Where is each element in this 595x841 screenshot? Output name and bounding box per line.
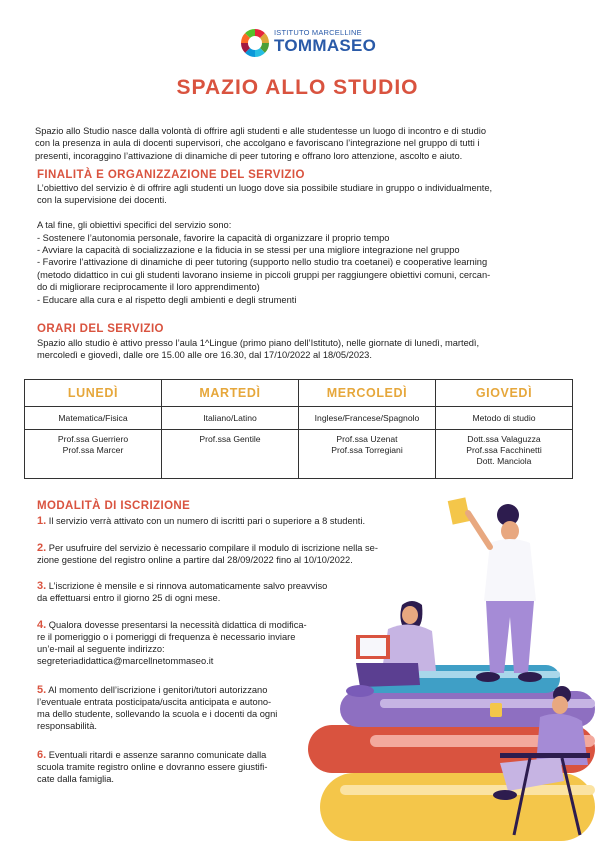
item-number: 3.: [37, 580, 47, 592]
finalita-line: - Favorire l’attivazione di dinamiche di peer tutoring (supporto nello studio tra coetanei) e cooperative learning: [37, 257, 488, 268]
intro-line: presenti, incoraggino l’attivazione di dinamiche di peer tutoring e offrano loro attenzione, ascolto e aiuto.: [35, 150, 463, 161]
iscrizione-item: [37, 542, 427, 566]
subject-cell: Matematica/Fisica: [25, 407, 162, 430]
teacher-cell: [25, 430, 162, 479]
item-number: 6.: [37, 749, 47, 761]
schedule-table: [24, 379, 573, 479]
item-number: 4.: [37, 619, 47, 631]
item-line: responsabilità.: [37, 721, 97, 731]
iscrizione-heading: MODALITÀ DI ISCRIZIONE: [37, 500, 191, 512]
finalita-line: L’obiettivo del servizio è di offrire agli studenti un luogo dove sia possibile studiare in gruppo o individualmente,: [37, 183, 493, 193]
item-line: ma dello studente, sollevando la scuola e i docenti da ogni: [37, 709, 278, 719]
item-number: 2.: [37, 542, 47, 554]
iscrizione-item: [37, 749, 337, 785]
item-line: cate dalla famiglia.: [37, 774, 114, 784]
finalita-line: - Avviare la capacità di socializzazione e la fiducia in se stessi per una migliore integrazione nel gruppo: [37, 245, 460, 256]
item-line: Per usufruire del servizio è necessario compilare il modulo di iscrizione nella se-: [48, 543, 378, 553]
email-address[interactable]: segreteriadidattica@marcellnetommaseo.it: [37, 656, 214, 666]
teacher-name: Prof.ssa Torregiani: [331, 445, 403, 455]
teacher-name: Prof.ssa Gentile: [199, 434, 261, 444]
finalita-line: do di migliorare reciprocamente il loro apprendimento): [37, 282, 260, 293]
iscrizione-item: [37, 619, 357, 667]
day-header: LUNEDÌ: [25, 380, 162, 407]
iscrizione-item: [37, 515, 392, 527]
orari-heading: ORARI DEL SERVIZIO: [37, 323, 164, 335]
day-header: MERCOLEDÌ: [299, 380, 436, 407]
logo-line1: ISTITUTO MARCELLINE: [274, 28, 362, 37]
school-logo: [240, 26, 377, 60]
teacher-name: Dott. Manciola: [476, 456, 532, 466]
intro-line: Spazio allo Studio nasce dalla volontà di offrire agli studenti e alle studentesse un luogo di incontro e di studio: [35, 126, 487, 136]
finalita-line: - Sostenere l’autonomia personale, favorire la capacità di organizzare il proprio tempo: [37, 232, 390, 243]
teacher-cell: [436, 430, 573, 479]
day-header: MARTEDÌ: [162, 380, 299, 407]
item-line: Al momento dell’iscrizione i genitori/tutori autorizzano: [48, 685, 268, 695]
orari-text: [37, 337, 572, 362]
day-header-row: [25, 380, 573, 407]
intro-line: con la presenza in aula di docenti supervisori, che accolgano e favoriscano l’integrazione nel gruppo di tutti i: [35, 138, 480, 149]
subject-row: [25, 407, 573, 430]
colored-wheel-logo-icon: [240, 28, 270, 58]
item-line: scuola tramite registro online e dovranno essere giustifi-: [37, 762, 268, 772]
finalita-text: [37, 182, 572, 306]
teacher-name: Prof.ssa Marcer: [62, 445, 124, 455]
subject-cell: Metodo di studio: [436, 407, 573, 430]
item-line: Il servizio verrà attivato con un numero di iscritti pari o superiore a 8 studenti.: [48, 516, 366, 526]
subject-cell: Italiano/Latino: [162, 407, 299, 430]
teacher-name: Prof.ssa Facchinetti: [466, 445, 542, 455]
iscrizione-item: [37, 684, 337, 732]
teacher-name: Dott.ssa Valaguzza: [467, 434, 541, 444]
item-line: Qualora dovesse presentarsi la necessità didattica di modifica-: [48, 620, 307, 630]
logo-line2: TOMMASEO: [274, 36, 377, 55]
finalita-heading: FINALITÀ E ORGANIZZAZIONE DEL SERVIZIO: [37, 169, 305, 181]
item-line: l’eventuale entrata posticipata/uscita anticipata e autono-: [37, 697, 272, 707]
teacher-cell: [162, 430, 299, 479]
item-number: 1.: [37, 515, 47, 527]
finalita-line: A tal fine, gli obiettivi specifici del servizio sono:: [37, 220, 232, 231]
finalita-line: (metodo didattico in cui gli studenti lavorano insieme in piccoli gruppi per raggiungere obiettivi comuni, cercan-: [37, 269, 491, 280]
iscrizione-item: [37, 580, 392, 604]
page-title: SPAZIO ALLO STUDIO: [176, 76, 419, 99]
teacher-cell: [299, 430, 436, 479]
teacher-row: [25, 430, 573, 479]
item-line: L’iscrizione è mensile e si rinnova automaticamente salvo preavviso: [48, 581, 328, 591]
item-number: 5.: [37, 684, 47, 696]
item-line: Eventuali ritardi e assenze saranno comunicate dalla: [48, 750, 267, 760]
finalita-line: [37, 207, 572, 219]
orari-line: Spazio allo studio è attivo presso l’aula 1^Lingue (primo piano dell’Istituto), nelle giornate di lunedì, martedì,: [37, 338, 480, 348]
orari-line: mercoledì e giovedì, dalle ore 15.00 alle ore 16.30, dal 17/10/2022 al 18/05/2023.: [37, 350, 372, 361]
item-line: re il pomeriggio o i pomeriggi di frequenza è necessario inviare: [37, 632, 296, 642]
intro-paragraph: [35, 125, 565, 162]
item-line: da effettuarsi entro il giorno 25 di ogni mese.: [37, 593, 221, 603]
finalita-line: con la supervisione dei docenti.: [37, 195, 167, 206]
teacher-name: Prof.ssa Uzenat: [336, 434, 398, 444]
subject-cell: Inglese/Francese/Spagnolo: [299, 407, 436, 430]
teacher-name: Prof.ssa Guerriero: [57, 434, 129, 444]
finalita-line: - Educare alla cura e al rispetto degli ambienti e degli strumenti: [37, 294, 297, 305]
item-line: un’e-mail al seguente indirizzo:: [37, 644, 165, 654]
item-line: zione gestione del registro online a partire dal 28/09/2022 fino al 10/10/2022.: [37, 555, 353, 565]
day-header: GIOVEDÌ: [436, 380, 573, 407]
